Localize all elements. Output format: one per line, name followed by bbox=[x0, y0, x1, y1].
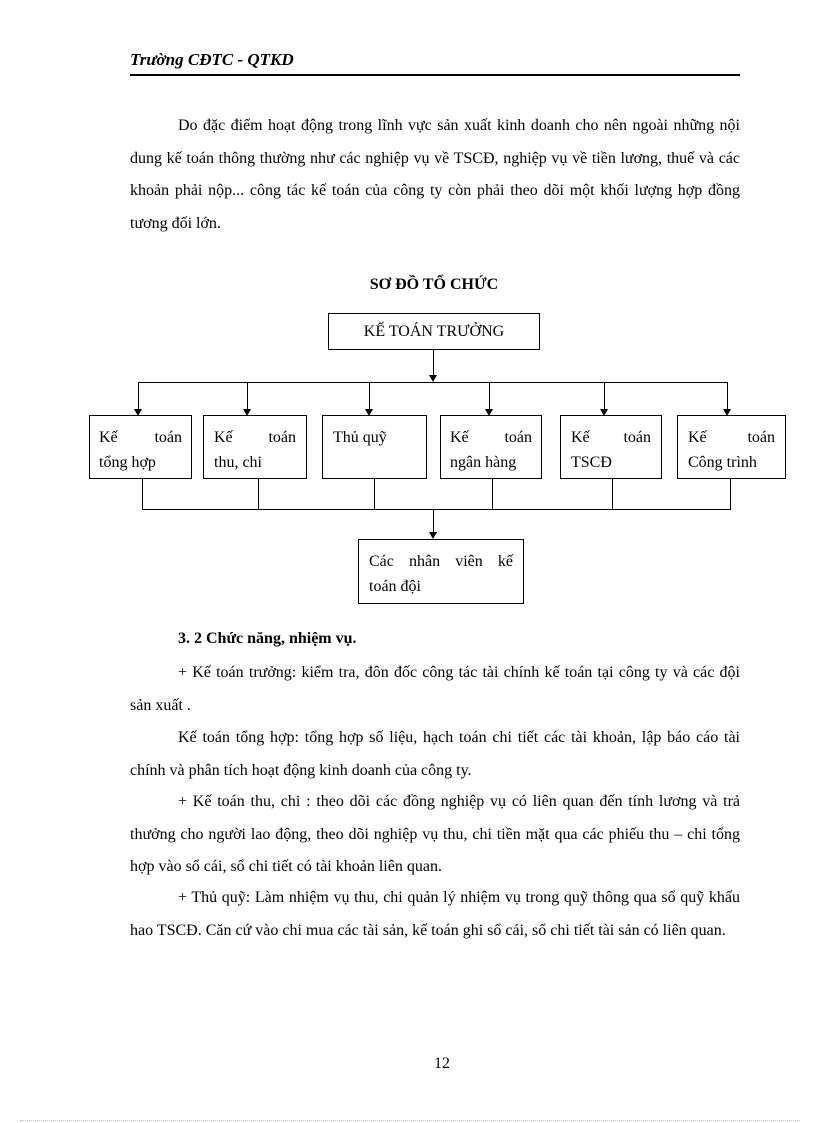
connector-line bbox=[492, 479, 493, 509]
section-heading: 3. 2 Chức năng, nhiệm vụ. bbox=[178, 630, 357, 647]
body-paragraph: + Kế toán thu, chi : theo dõi các đồng nghiệp vụ có liên quan đến tính lương và trả thưởng cho người lao động, theo dõi nghiệp vụ thu, chi tiền mặt qua các phiếu thu – chi tổng hợp vào sổ cái, sổ chi tiết có tài khoản liên quan. bbox=[130, 793, 740, 875]
connector-line bbox=[138, 382, 139, 409]
connector-line bbox=[369, 382, 370, 409]
box-label: Kế toán bbox=[214, 429, 296, 446]
connector-line bbox=[612, 479, 613, 509]
header-divider bbox=[130, 74, 740, 76]
box-label: Các nhân viên kế bbox=[369, 553, 513, 570]
box-label: ngân hàng bbox=[450, 454, 517, 471]
arrow-down-icon bbox=[429, 532, 437, 539]
page-number: 12 bbox=[434, 1055, 450, 1072]
page-edge-divider bbox=[20, 1120, 800, 1121]
connector-line bbox=[489, 382, 490, 409]
box-label: Kế toán bbox=[571, 429, 651, 446]
body-paragraph: + Kế toán trưởng: kiểm tra, đôn đốc công tác tài chính kế toán tại công ty và các đội sản xuất . bbox=[130, 664, 740, 714]
body-paragraph: + Thủ quỹ: Làm nhiệm vụ thu, chi quản lý nhiệm vụ trong quỹ thông qua sổ quỹ khấu hao TSCĐ. Căn cứ vào chi mua các tài sản, kế toán ghi sổ cái, sổ chi tiết tài sản có liên quan. bbox=[130, 889, 740, 939]
connector-line bbox=[730, 479, 731, 509]
chief-accountant-box bbox=[328, 313, 540, 350]
box-label: tổng hợp bbox=[99, 454, 156, 471]
header-title: Trường CĐTC - QTKD bbox=[130, 50, 294, 69]
box-label: Kế toán bbox=[99, 429, 182, 446]
bank-accountant-box bbox=[440, 415, 542, 479]
box-label: thu, chi bbox=[214, 454, 262, 471]
connector-line bbox=[374, 479, 375, 509]
box-label: Kế toán bbox=[450, 429, 532, 446]
general-accountant-box bbox=[89, 415, 192, 479]
project-accountant-box bbox=[677, 415, 786, 479]
box-label: Kế toán bbox=[688, 429, 775, 446]
intro-paragraph: Do đặc điểm hoạt động trong lĩnh vực sản xuất kinh doanh cho nên ngoài những nội dung kế toán thông thường như các nghiệp vụ về TSCĐ, nghiệp vụ về tiền lương, thuế và các khoản phải nộp... công tác kế toán của công ty còn phải theo dõi một khối lượng hợp đồng tương đối lớn. bbox=[130, 117, 740, 232]
box-label: TSCĐ bbox=[571, 454, 612, 471]
treasurer-box bbox=[322, 415, 427, 479]
box-label: toán đội bbox=[369, 578, 421, 595]
body-paragraph: Kế toán tổng hợp: tổng hợp số liệu, hạch toán chi tiết các tài khoản, lập báo cáo tài chính và phân tích hoạt động kinh doanh của công ty. bbox=[130, 729, 740, 779]
box-label: Công trình bbox=[688, 454, 757, 471]
cash-accountant-box bbox=[203, 415, 307, 479]
chief-accountant-label: KẾ TOÁN TRƯỞNG bbox=[363, 323, 505, 340]
fixed-asset-accountant-box bbox=[560, 415, 662, 479]
arrow-down-icon bbox=[429, 375, 437, 382]
connector-line bbox=[142, 509, 731, 510]
connector-line bbox=[142, 479, 143, 509]
team-accountants-box bbox=[358, 539, 524, 604]
box-label: Thủ quỹ bbox=[333, 429, 387, 446]
connector-line bbox=[258, 479, 259, 509]
connector-line bbox=[727, 382, 728, 409]
connector-line bbox=[604, 382, 605, 409]
diagram-title: SƠ ĐỒ TỔ CHỨC bbox=[369, 276, 499, 293]
connector-line bbox=[433, 509, 434, 532]
connector-line bbox=[138, 382, 727, 383]
connector-line bbox=[433, 350, 434, 375]
connector-line bbox=[247, 382, 248, 409]
